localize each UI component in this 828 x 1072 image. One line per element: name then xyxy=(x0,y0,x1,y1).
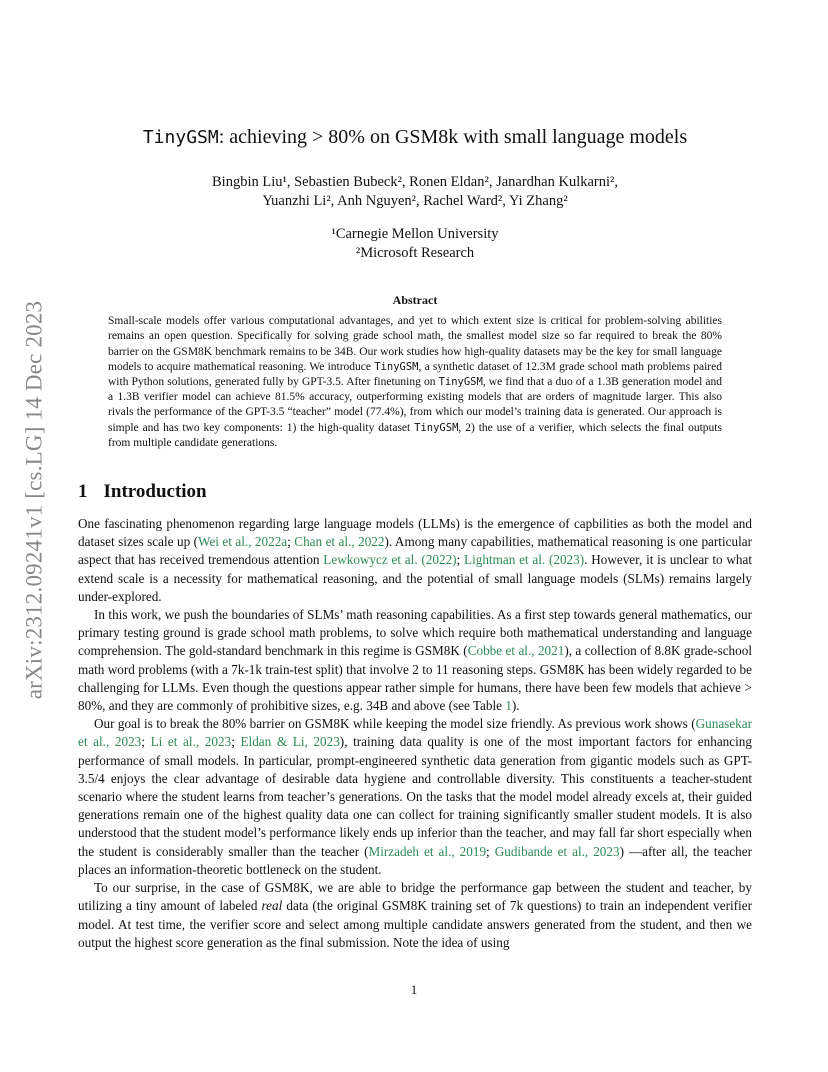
citation-link[interactable]: Wei et al., 2022a xyxy=(198,534,288,550)
text-run: ; xyxy=(486,843,495,859)
dataset-name: TinyGSM xyxy=(438,376,483,389)
abstract-part: , we find that a duo of a 1.3B generation model and a 1.3B verifier model can achieve 81.5% accuracy, outperforming existing models that are orders of magnitude larger. This also rivals the performance of the GPT-3.5 “teacher” model (77.4%), from which our model’s training data is generated. Our approach is simple and has two key components: 1) the high-quality dataset xyxy=(108,376,722,434)
authors-line-2: Yuanzhi Li², Anh Nguyen², Rachel Ward², Yi Zhang² xyxy=(262,193,568,209)
text-run: ). Among many capabilities, mathematical reasoning is one particular aspect that has received tremendous attention xyxy=(78,534,752,568)
citation-link[interactable]: Cobbe et al., 2021 xyxy=(467,643,565,659)
text-run: Our goal is to break the 80% barrier on GSM8K while keeping the model size friendly. As previous work shows ( xyxy=(94,716,696,732)
citation-link[interactable]: Gunasekar et al., 2023 xyxy=(78,716,752,750)
table-ref-link[interactable]: 1 xyxy=(505,698,512,714)
title-text: : achieving > 80% on GSM8k with small language models xyxy=(218,126,688,148)
citation-link[interactable]: Lewkowycz et al. (2022) xyxy=(323,552,457,568)
dataset-name: TinyGSM xyxy=(414,421,459,434)
arxiv-id: arXiv:2312.09241v1 [cs.LG] 14 Dec 2023 xyxy=(21,300,46,700)
section-heading xyxy=(78,481,752,503)
citation-link[interactable]: Mirzadeh et al., 2019 xyxy=(368,843,487,859)
intro-paragraph-2 xyxy=(78,606,752,715)
text-run: ), training data quality is one of the most important factors for enhancing performance of small models. In particular, prompt-engineered synthetic data generation from gigantic models such as GPT-3.5/4 enjoys the clear advantage of desirable data hygiene and controllable diversity. This constituents a teacher-student scenario where the student learns from teacher’s generations. On the tasks that the model model already excels at, their guided generations remain one of the highest quality data one can collect for training significantly smaller student models. It is also understood that the student model’s performance likely ends up inferior than the teacher, and may fall far short especially when the student is considerably smaller than the teacher ( xyxy=(78,734,752,859)
text-run: ), a collection of 8.8K grade-school math word problems (with a 7k-1k train-test split) that involve 2 to 11 reasoning steps. GSM8K has been widely regarded to be challenging for LLMs. Even though the questions appear rather simple for humans, there have been few models that achieve > 80%, and they are commonly of prohibitive sizes, e.g. 34B and above (see Table xyxy=(78,643,753,714)
author-list xyxy=(78,173,752,211)
abstract xyxy=(78,293,752,451)
intro-paragraph-3 xyxy=(78,715,752,879)
text-run: One fascinating phenomenon regarding large language models (LLMs) is the emergence of capbilities as both the model and dataset sizes scale up ( xyxy=(78,516,752,550)
citation-link[interactable]: Chan et al., 2022 xyxy=(294,534,385,550)
abstract-heading: Abstract xyxy=(392,293,438,307)
text-run: To our surprise, in the case of GSM8K, we are able to bridge the performance gap between the student and teacher, by utilizing a tiny amount of labeled xyxy=(78,880,752,914)
paper-page xyxy=(78,126,752,952)
abstract-part: , 2) the use of a verifier, which selects the final outputs from multiple candidate generations. xyxy=(108,421,722,449)
citation-link[interactable]: Li et al., 2023 xyxy=(150,734,232,750)
intro-paragraph-1 xyxy=(78,515,752,606)
text-run: ). xyxy=(511,698,520,714)
affiliation-2: ²Microsoft Research xyxy=(355,245,475,261)
paper-title xyxy=(78,126,752,149)
dataset-name: TinyGSM xyxy=(374,360,419,373)
title-dataset-name: TinyGSM xyxy=(142,127,219,148)
section-number: 1 xyxy=(78,481,88,503)
emphasis: real xyxy=(261,898,283,914)
citation-link[interactable]: Gudibande et al., 2023 xyxy=(494,843,620,859)
text-run: data (the original GSM8K training set of 7k questions) to train an independent verifier model. At test time, the verifier score and select among multiple candidate answers generated from the student, and then we output the highest score generation as the final submission. Note the idea of using xyxy=(78,898,752,950)
abstract-part: Small-scale models offer various computational advantages, and yet to which extent size is critical for problem-solving abilities remains an open question. Specifically for solving grade school math, the smallest model size so far required to break the 80% barrier on the GSM8K benchmark remains to be 34B. Our work studies how high-quality datasets may be the key for small language models to acquire mathematical reasoning. We introduce xyxy=(108,315,722,373)
text-run: ; xyxy=(287,534,295,550)
text-run: ; xyxy=(456,552,465,568)
text-run: In this work, we push the boundaries of SLMs’ math reasoning capabilities. As a first step towards general mathematics, our primary testing ground is grade school math problems, to solve which require both mathematical understanding and language comprehension. The gold-standard benchmark in this regime is GSM8K ( xyxy=(78,607,752,659)
intro-paragraph-4 xyxy=(78,879,752,952)
section-title: Introduction xyxy=(103,481,207,503)
affiliation-1: ¹Carnegie Mellon University xyxy=(331,226,499,242)
text-run: ) —after all, the teacher places an information-theoretic bottleneck on the student. xyxy=(78,843,752,877)
authors-line-1: Bingbin Liu¹, Sebastien Bubeck², Ronen Eldan², Janardhan Kulkarni², xyxy=(212,174,618,190)
abstract-text xyxy=(108,314,722,451)
text-run: ; xyxy=(141,734,151,750)
citation-link[interactable]: Lightman et al. (2023) xyxy=(464,552,585,568)
citation-link[interactable]: Eldan & Li, 2023 xyxy=(240,734,340,750)
affiliations xyxy=(78,225,752,263)
abstract-part: , a synthetic dataset of 12.3M grade school math problems paired with Python solutions, generated fully by GPT-3.5. After finetuning on xyxy=(108,360,722,389)
arxiv-stamp xyxy=(14,300,54,700)
page-number: 1 xyxy=(410,982,418,997)
text-run: ; xyxy=(231,734,241,750)
text-run: . However, it is unclear to what extend scale is a necessity for mathematical reasoning, and the potential of small language models (SLMs) remains largely under-explored. xyxy=(78,552,753,604)
